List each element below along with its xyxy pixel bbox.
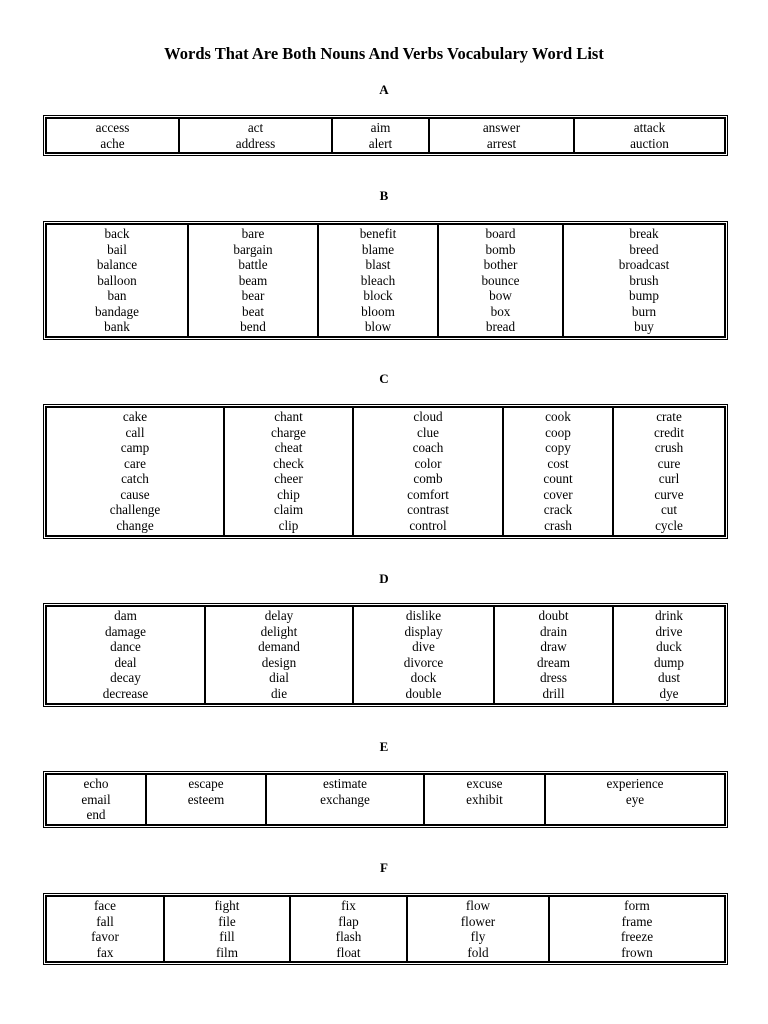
- word-column: [574, 118, 725, 153]
- word-item: bail: [107, 241, 127, 257]
- word-item: dislike: [405, 608, 442, 623]
- word-item: cost: [547, 455, 569, 471]
- word-item: dance: [110, 639, 141, 654]
- word-item: fax: [96, 944, 114, 960]
- word-item: dial: [269, 670, 289, 685]
- word-item: damage: [104, 623, 146, 639]
- word-item: count: [543, 471, 573, 486]
- word-item: arrest: [486, 135, 517, 151]
- word-item: ache: [100, 135, 125, 151]
- word-item: access: [95, 120, 130, 135]
- word-item: file: [218, 913, 236, 929]
- section-heading-a: A: [379, 82, 389, 97]
- word-item: cut: [660, 502, 678, 517]
- word-item: experience: [606, 776, 664, 791]
- word-item: control: [409, 517, 447, 533]
- word-column: [205, 606, 353, 704]
- word-item: estimate: [323, 776, 367, 791]
- word-item: curl: [658, 471, 680, 486]
- table-row: [46, 606, 725, 704]
- word-item: echo: [83, 776, 109, 791]
- word-item: form: [624, 898, 650, 913]
- word-item: bounce: [481, 272, 520, 288]
- word-item: cloud: [413, 409, 443, 424]
- word-item: face: [94, 898, 116, 913]
- word-item: design: [261, 654, 297, 670]
- word-item: exchange: [320, 791, 370, 807]
- table-row: [46, 224, 725, 337]
- word-item: crate: [656, 409, 682, 424]
- word-table-e: [45, 773, 726, 826]
- word-item: email: [81, 791, 111, 807]
- word-item: call: [125, 424, 145, 440]
- word-item: broadcast: [618, 257, 670, 272]
- word-item: box: [490, 303, 511, 319]
- word-item: change: [116, 517, 154, 533]
- word-item: burn: [631, 303, 657, 319]
- word-item: balloon: [97, 272, 137, 288]
- word-item: drill: [542, 685, 565, 701]
- word-column: [503, 407, 613, 536]
- word-item: fill: [219, 929, 235, 944]
- word-item: drive: [655, 623, 683, 639]
- word-item: decrease: [102, 685, 149, 701]
- word-item: excuse: [466, 776, 503, 791]
- word-item: cover: [543, 486, 573, 502]
- word-item: cake: [122, 409, 148, 424]
- word-item: drink: [655, 608, 683, 623]
- word-item: fold: [467, 944, 489, 960]
- table-row: [46, 774, 725, 825]
- word-item: check: [273, 455, 304, 471]
- word-item: demand: [258, 639, 300, 654]
- word-item: frame: [621, 913, 653, 929]
- word-item: flap: [338, 913, 359, 929]
- word-item: bread: [485, 319, 516, 334]
- section-heading-d: D: [379, 571, 389, 586]
- word-column: [46, 896, 164, 962]
- word-item: ban: [107, 288, 127, 303]
- word-item: benefit: [359, 226, 397, 241]
- word-column: [290, 896, 407, 962]
- table-row: [46, 896, 725, 962]
- word-item: bare: [241, 226, 265, 241]
- word-item: bandage: [95, 303, 139, 319]
- word-item: attack: [633, 120, 666, 135]
- word-item: bomb: [485, 241, 516, 257]
- word-column: [266, 774, 424, 825]
- word-item: comb: [413, 471, 443, 486]
- word-item: bend: [240, 319, 266, 334]
- word-column: [353, 407, 503, 536]
- word-column: [494, 606, 613, 704]
- word-item: draw: [540, 639, 567, 654]
- word-item: dream: [537, 654, 570, 670]
- word-item: cause: [120, 486, 150, 502]
- section-heading-e: E: [379, 739, 389, 754]
- word-item: dock: [410, 670, 437, 685]
- section-heading-b: B: [379, 188, 389, 203]
- word-item: escape: [188, 776, 224, 791]
- word-item: catch: [121, 471, 149, 486]
- word-column: [613, 606, 725, 704]
- word-item: back: [104, 226, 130, 241]
- word-item: answer: [482, 120, 521, 135]
- table-row: [46, 118, 725, 153]
- word-item: dress: [539, 670, 568, 685]
- word-column: [46, 407, 224, 536]
- word-item: battle: [238, 257, 268, 272]
- word-item: dust: [658, 670, 680, 685]
- word-item: bump: [628, 288, 660, 303]
- word-item: flower: [460, 913, 496, 929]
- word-item: bank: [104, 319, 130, 334]
- word-table-d: [45, 605, 726, 705]
- word-table-f: [45, 895, 726, 963]
- word-column: [563, 224, 725, 337]
- section-heading-c: C: [379, 371, 389, 386]
- word-item: challenge: [109, 502, 161, 517]
- word-item: decay: [110, 670, 141, 685]
- word-item: blast: [365, 257, 391, 272]
- word-column: [613, 407, 725, 536]
- word-column: [353, 606, 494, 704]
- word-item: claim: [273, 502, 304, 517]
- word-item: balance: [96, 257, 138, 272]
- word-column: [164, 896, 290, 962]
- word-item: block: [363, 288, 393, 303]
- word-item: chip: [277, 486, 300, 502]
- word-item: bloom: [361, 303, 395, 319]
- word-item: color: [414, 455, 442, 471]
- word-item: esteem: [187, 791, 225, 807]
- word-item: board: [485, 226, 516, 241]
- word-item: flow: [465, 898, 491, 913]
- word-item: charge: [271, 424, 306, 440]
- word-item: crush: [654, 440, 684, 455]
- word-item: fix: [341, 898, 356, 913]
- word-item: float: [336, 944, 361, 960]
- word-item: exhibit: [466, 791, 503, 807]
- word-item: beam: [238, 272, 268, 288]
- word-item: crack: [543, 502, 573, 517]
- word-column: [46, 606, 205, 704]
- word-item: blame: [361, 241, 395, 257]
- word-item: buy: [634, 319, 654, 334]
- word-item: bear: [241, 288, 265, 303]
- word-column: [424, 774, 545, 825]
- word-item: act: [247, 120, 264, 135]
- word-column: [438, 224, 563, 337]
- word-item: blow: [364, 319, 392, 334]
- word-column: [188, 224, 318, 337]
- word-column: [46, 774, 146, 825]
- word-item: cook: [545, 409, 571, 424]
- word-item: doubt: [538, 608, 569, 623]
- word-table-b: [45, 223, 726, 338]
- word-item: clue: [417, 424, 439, 440]
- word-item: frown: [621, 944, 653, 960]
- word-item: camp: [120, 440, 150, 455]
- word-table-c: [45, 406, 726, 537]
- word-item: film: [216, 944, 238, 960]
- word-column: [224, 407, 353, 536]
- word-column: [318, 224, 438, 337]
- word-item: cure: [657, 455, 681, 471]
- word-item: eye: [625, 791, 645, 807]
- word-item: double: [405, 685, 442, 701]
- word-item: deal: [114, 654, 137, 670]
- word-column: [332, 118, 429, 153]
- word-item: dam: [114, 608, 137, 623]
- word-column: [146, 774, 266, 825]
- word-item: freeze: [620, 929, 654, 944]
- word-item: brush: [629, 272, 659, 288]
- word-item: die: [270, 685, 288, 701]
- word-item: dump: [653, 654, 685, 670]
- word-column: [407, 896, 549, 962]
- word-column: [46, 118, 179, 153]
- word-item: comfort: [407, 486, 449, 502]
- word-item: coop: [545, 424, 571, 440]
- word-item: cheat: [274, 440, 303, 455]
- word-item: display: [404, 623, 443, 639]
- word-item: dye: [659, 685, 679, 701]
- word-item: aim: [370, 120, 391, 135]
- word-item: bother: [483, 257, 518, 272]
- word-item: clip: [278, 517, 299, 533]
- word-item: break: [629, 226, 659, 241]
- word-item: breed: [629, 241, 659, 257]
- word-column: [46, 224, 188, 337]
- word-item: dive: [412, 639, 435, 654]
- word-column: [429, 118, 574, 153]
- page-title: Words That Are Both Nouns And Verbs Vocabulary Word List: [164, 44, 604, 63]
- word-item: cheer: [274, 471, 303, 486]
- word-item: beat: [242, 303, 264, 319]
- word-item: care: [124, 455, 146, 471]
- word-item: cycle: [655, 517, 683, 533]
- word-item: delight: [260, 623, 298, 639]
- word-item: bow: [489, 288, 512, 303]
- word-column: [179, 118, 332, 153]
- section-heading-f: F: [380, 860, 388, 875]
- word-item: favor: [91, 929, 119, 944]
- word-item: address: [235, 135, 276, 151]
- word-item: credit: [653, 424, 685, 440]
- word-item: flash: [335, 929, 362, 944]
- word-item: alert: [368, 135, 393, 151]
- word-item: duck: [656, 639, 682, 654]
- word-item: curve: [654, 486, 684, 502]
- word-item: copy: [545, 440, 571, 455]
- word-column: [549, 896, 725, 962]
- word-item: auction: [630, 135, 669, 151]
- word-item: end: [86, 807, 106, 822]
- table-row: [46, 407, 725, 536]
- word-column: [545, 774, 725, 825]
- word-item: contrast: [407, 502, 449, 517]
- word-item: drain: [539, 623, 568, 639]
- word-item: fall: [96, 913, 114, 929]
- word-item: chant: [274, 409, 303, 424]
- word-item: coach: [412, 440, 444, 455]
- word-item: divorce: [403, 654, 444, 670]
- word-item: bargain: [233, 241, 273, 257]
- word-item: fight: [214, 898, 240, 913]
- word-table-a: [45, 117, 726, 154]
- word-item: delay: [264, 608, 294, 623]
- word-item: bleach: [360, 272, 396, 288]
- word-item: crash: [544, 517, 572, 533]
- word-item: fly: [470, 929, 486, 944]
